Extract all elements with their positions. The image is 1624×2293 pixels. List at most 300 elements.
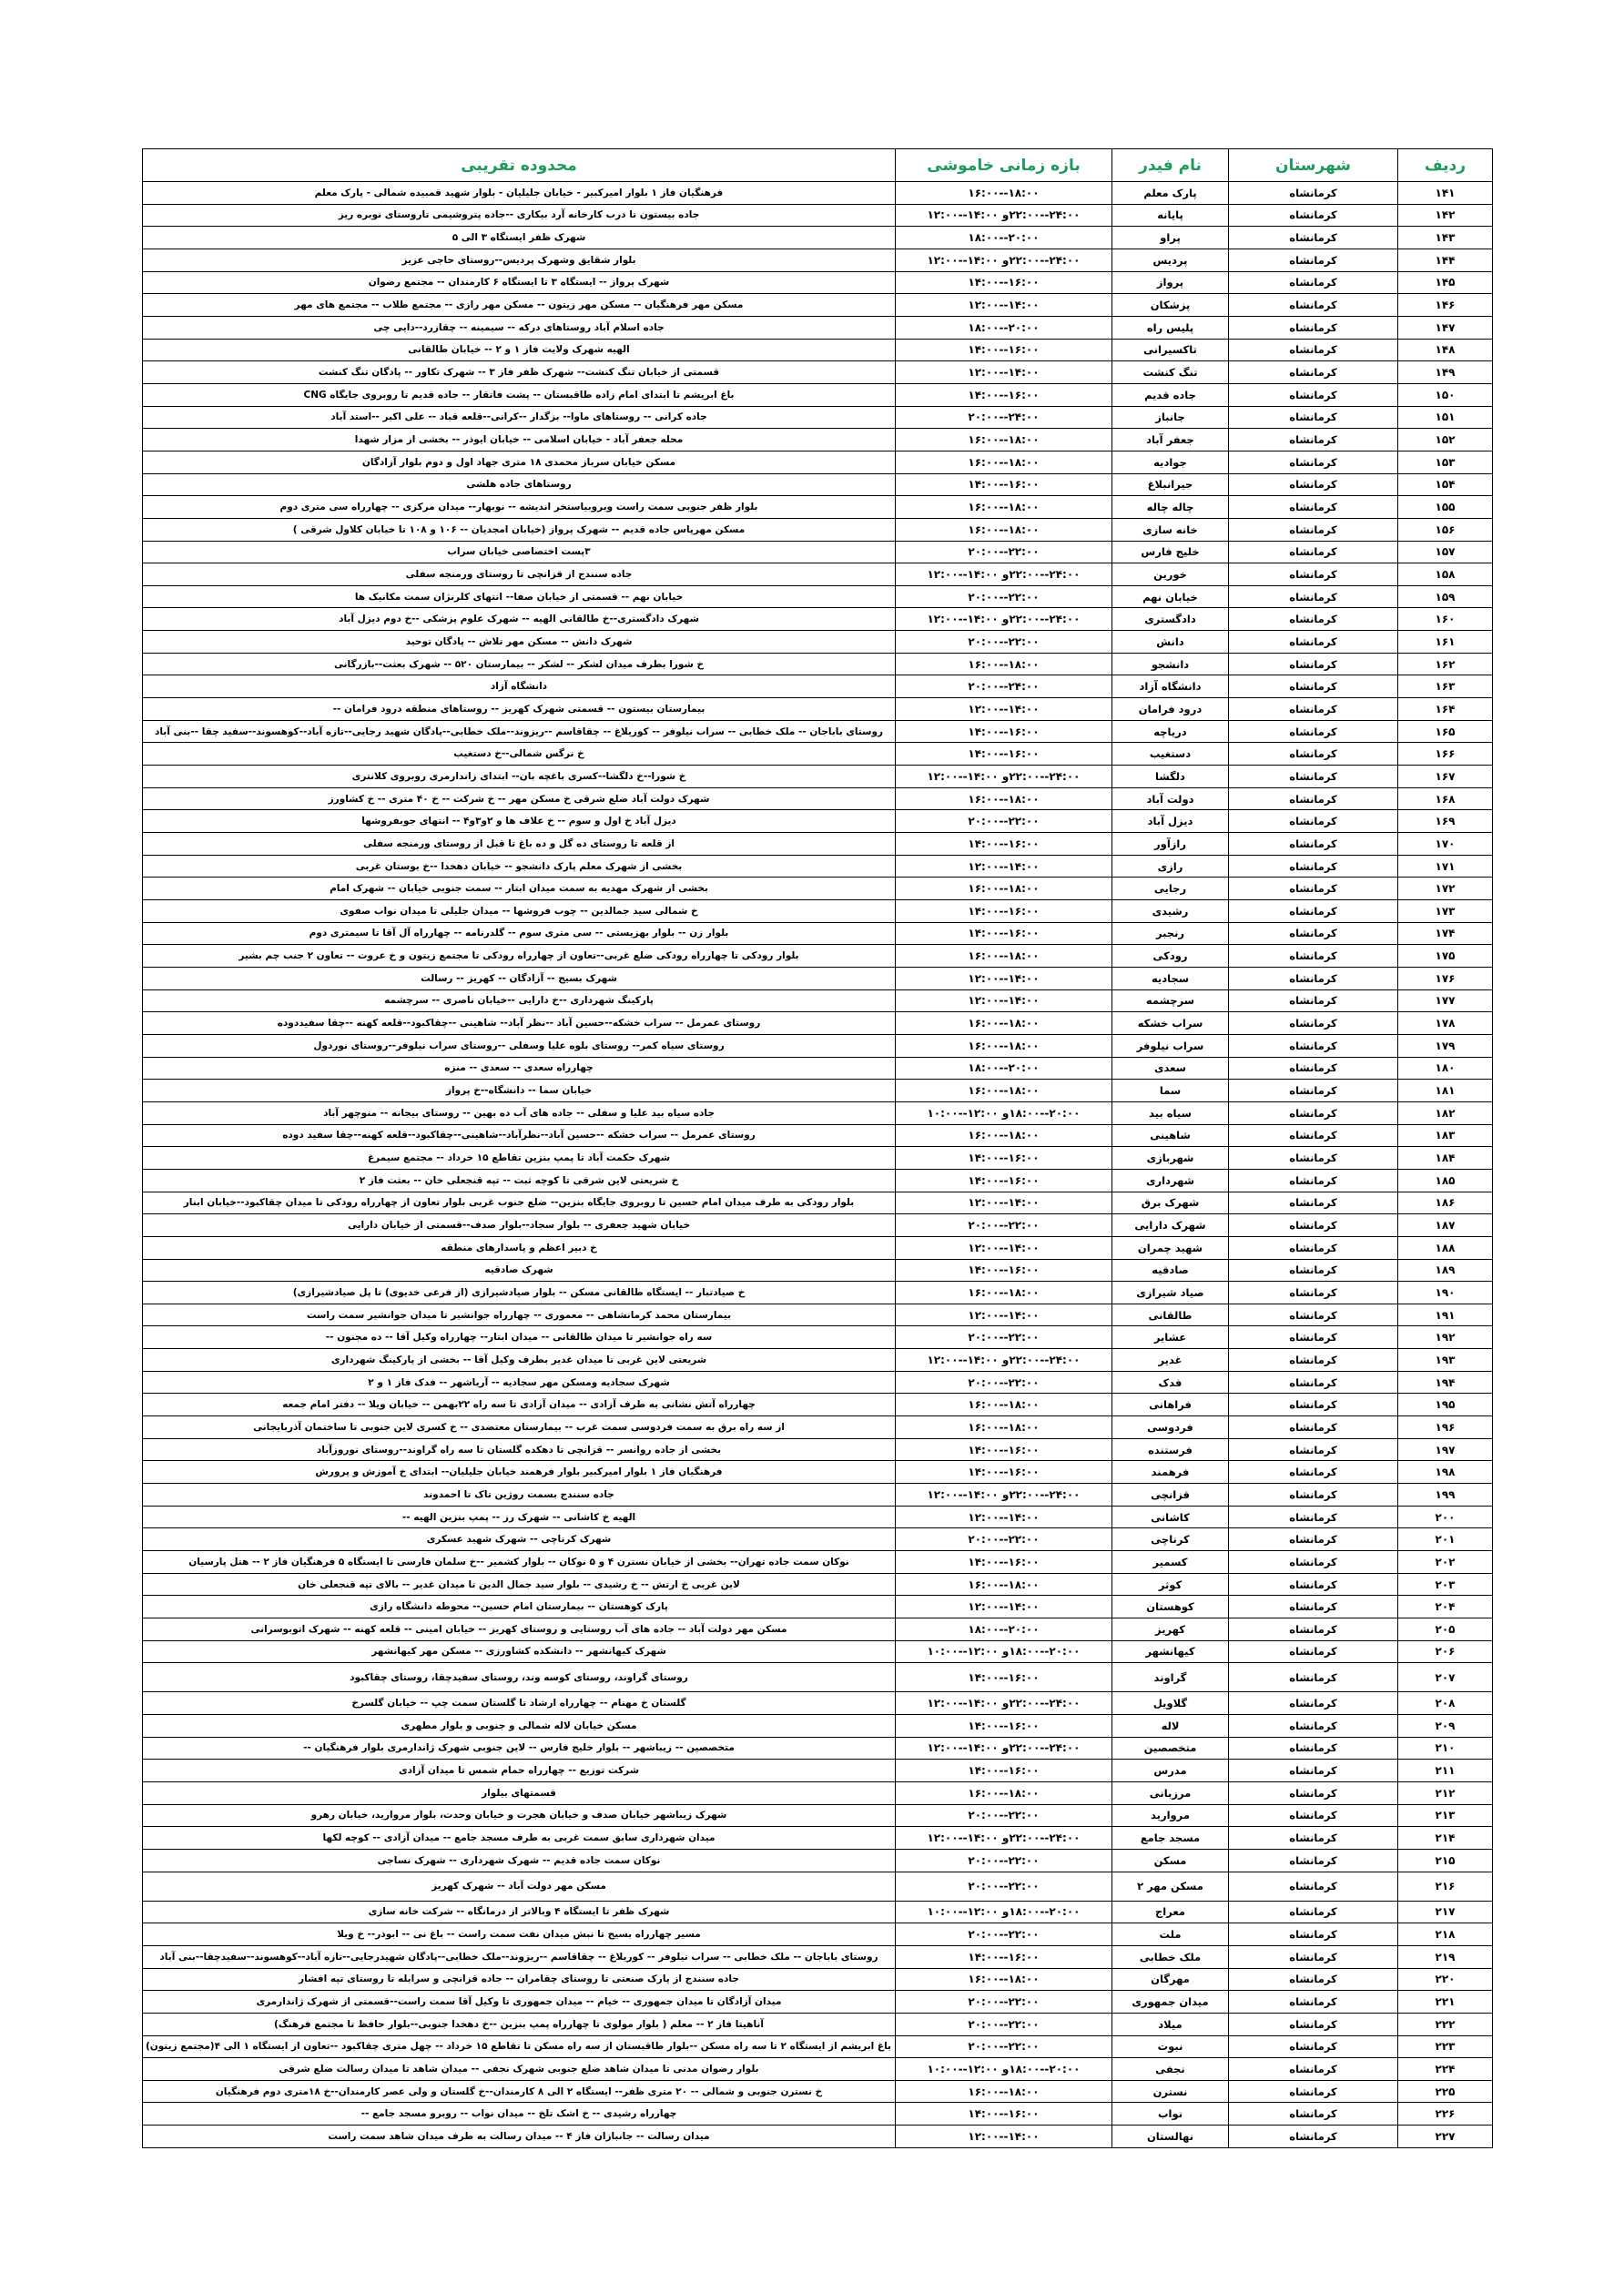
cell-row-number: ۱۷۲ [1398,878,1493,900]
cell-approximate-area: پارکینگ شهرداری --خ دارایی --خیابان ناصری -- سرچشمه [143,989,896,1012]
cell-approximate-area: نوکان سمت جاده قدیم -- شهرک شهرداری -- شهرک نساجی [143,1849,896,1872]
cell-approximate-area: خ شورا--خ دلگشا--کسری باغچه بان-- ابتدای زاندارمری روبروی کلانتری [143,766,896,788]
cell-row-number: ۱۴۷ [1398,316,1493,339]
cell-feeder-name: مسکن [1112,1849,1229,1872]
cell-feeder-name: پایانه [1112,204,1229,227]
cell-outage-time: ۱۶:۰۰--۱۴:۰۰ [896,1438,1112,1461]
cell-city: کرمانشاه [1229,1968,1398,1991]
cell-row-number: ۲۲۲ [1398,2013,1493,2035]
cell-feeder-name: رشیدی [1112,900,1229,923]
cell-city: کرمانشاه [1229,698,1398,721]
cell-outage-time: ۱۸:۰۰--۱۶:۰۰ [896,451,1112,473]
cell-feeder-name: سما [1112,1080,1229,1102]
cell-outage-time: ۱۴:۰۰--۱۲:۰۰ [896,361,1112,384]
cell-feeder-name: مهرگان [1112,1968,1229,1991]
cell-approximate-area: شهرک حکمت آباد تا پمپ بنزین تقاطع ۱۵ خرداد -- مجتمع سیمرغ [143,1147,896,1170]
cell-feeder-name: متخصصین [1112,1737,1229,1760]
table-row [143,2103,1493,2126]
table-row [143,1326,1493,1349]
cell-city: کرمانشاه [1229,249,1398,271]
cell-approximate-area: خیابان شهید جعفری -- بلوار سجاد--بلوار صدف--قسمتی از خیابان دارایی [143,1214,896,1237]
cell-approximate-area: مسکن خیابان لاله شمالی و جنوبی و بلوار مطهری [143,1714,896,1737]
cell-row-number: ۱۹۲ [1398,1326,1493,1349]
table-row [143,2035,1493,2058]
cell-city: کرمانشاه [1229,1596,1398,1618]
table-row [143,182,1493,205]
cell-outage-time: ۱۴:۰۰--۱۲:۰۰ [896,1236,1112,1259]
cell-outage-time: ۲۰:۰۰--۱۸:۰۰و ۱۲:۰۰--۱۰:۰۰ [896,2058,1112,2081]
cell-row-number: ۲۰۵ [1398,1618,1493,1641]
cell-outage-time: ۲۲:۰۰--۲۰:۰۰ [896,1528,1112,1551]
cell-approximate-area: مسکن خیابان سرباز محمدی ۱۸ متری جهاد اول و دوم بلوار آزادگان [143,451,896,473]
cell-outage-time: ۱۸:۰۰--۱۶:۰۰ [896,878,1112,900]
cell-city: کرمانشاه [1229,967,1398,989]
cell-row-number: ۱۸۹ [1398,1259,1493,1282]
table-row [143,1923,1493,1946]
cell-outage-time: ۱۶:۰۰--۱۴:۰۰ [896,2103,1112,2126]
cell-feeder-name: مسجد جامع [1112,1827,1229,1850]
table-row [143,1640,1493,1663]
cell-row-number: ۲۰۱ [1398,1528,1493,1551]
cell-outage-time: ۱۸:۰۰--۱۶:۰۰ [896,1012,1112,1035]
header-city: شهرستان [1229,149,1398,182]
cell-city: کرمانشاه [1229,1528,1398,1551]
cell-feeder-name: تنگ کنشت [1112,361,1229,384]
cell-feeder-name: طالقانی [1112,1304,1229,1326]
table-row [143,585,1493,608]
cell-city: کرمانشاه [1229,1438,1398,1461]
cell-row-number: ۱۹۹ [1398,1484,1493,1507]
cell-outage-time: ۲۲:۰۰--۲۰:۰۰ [896,2013,1112,2035]
cell-approximate-area: چهارراه آتش نشانی به طرف آزادی -- میدان آزادی تا سه راه ۲۲بهمن -- خیابان ویلا -- دفتر امام جمعه [143,1394,896,1416]
cell-city: کرمانشاه [1229,1034,1398,1057]
cell-row-number: ۱۸۷ [1398,1214,1493,1237]
cell-feeder-name: سجادیه [1112,967,1229,989]
table-row [143,900,1493,923]
cell-feeder-name: فرستنده [1112,1438,1229,1461]
table-row [143,429,1493,451]
cell-row-number: ۲۱۱ [1398,1760,1493,1782]
cell-outage-time: ۲۴:۰۰--۲۲:۰۰و ۱۴:۰۰--۱۲:۰۰ [896,608,1112,631]
cell-city: کرمانشاه [1229,1461,1398,1484]
cell-city: کرمانشاه [1229,406,1398,429]
cell-outage-time: ۱۸:۰۰--۱۶:۰۰ [896,653,1112,675]
cell-feeder-name: شهرک دارایی [1112,1214,1229,1237]
cell-outage-time: ۲۲:۰۰--۲۰:۰۰ [896,1991,1112,2014]
cell-feeder-name: معراج [1112,1901,1229,1923]
cell-outage-time: ۱۶:۰۰--۱۴:۰۰ [896,922,1112,945]
table-row [143,204,1493,227]
cell-row-number: ۱۵۹ [1398,585,1493,608]
table-row [143,1528,1493,1551]
cell-approximate-area: شهرک پرواز -- ایستگاه ۳ تا ایستگاه ۶ کارمندان -- مجتمع رضوان [143,271,896,294]
cell-row-number: ۱۹۶ [1398,1416,1493,1439]
cell-approximate-area: دانشگاه آزاد [143,675,896,698]
cell-row-number: ۲۱۹ [1398,1945,1493,1968]
table-row [143,1192,1493,1214]
cell-outage-time: ۲۲:۰۰--۲۰:۰۰ [896,541,1112,563]
cell-approximate-area: بیمارستان بیستون -- قسمتی شهرک کهریز -- روستاهای منطقه درود فرامان -- [143,698,896,721]
cell-approximate-area: جاده بیستون تا درب کارخانه آرد بیکاری --جاده پتروشیمی تاروستای نوبره ریز [143,204,896,227]
cell-feeder-name: مرزبانی [1112,1781,1229,1804]
cell-approximate-area: شهرک ظفر ایستگاه ۳ الی ۵ [143,227,896,249]
cell-approximate-area: الهیه شهرک ولایت فاز ۱ و ۲ -- خیابان طالقانی [143,339,896,361]
cell-city: کرمانشاه [1229,631,1398,654]
cell-feeder-name: شهرک برق [1112,1192,1229,1214]
cell-feeder-name: رازی [1112,855,1229,878]
cell-feeder-name: کاشانی [1112,1506,1229,1528]
cell-outage-time: ۱۸:۰۰--۱۶:۰۰ [896,1034,1112,1057]
cell-city: کرمانشاه [1229,675,1398,698]
cell-outage-time: ۲۲:۰۰--۲۰:۰۰ [896,1326,1112,1349]
cell-feeder-name: سراب خشکه [1112,1012,1229,1035]
cell-outage-time: ۱۸:۰۰--۱۶:۰۰ [896,1573,1112,1596]
cell-city: کرمانشاه [1229,878,1398,900]
cell-row-number: ۲۱۷ [1398,1901,1493,1923]
table-row [143,496,1493,519]
cell-city: کرمانشاه [1229,1147,1398,1170]
cell-row-number: ۱۴۳ [1398,227,1493,249]
table-row [143,1371,1493,1394]
table-row [143,653,1493,675]
cell-city: کرمانشاه [1229,1326,1398,1349]
cell-outage-time: ۲۴:۰۰--۲۲:۰۰و ۱۴:۰۰--۱۲:۰۰ [896,563,1112,586]
cell-row-number: ۱۵۵ [1398,496,1493,519]
cell-row-number: ۱۶۴ [1398,698,1493,721]
cell-feeder-name: پرواز [1112,271,1229,294]
cell-approximate-area: میدان آزادگان تا میدان جمهوری -- خیام -- میدان جمهوری تا وکیل آقا سمت راست--قسمتی از شهرک ژاندارمری [143,1991,896,2014]
cell-outage-time: ۲۲:۰۰--۲۰:۰۰ [896,585,1112,608]
cell-feeder-name: رجایی [1112,878,1229,900]
cell-approximate-area: شهرک کیهانشهر -- دانشکده کشاورزی -- مسکن مهر کیهانشهر [143,1640,896,1663]
cell-city: کرمانشاه [1229,271,1398,294]
cell-approximate-area: بلوار ظفر جنوبی سمت راست وبروبیاستخر اندیشه -- نوبهار-- میدان مرکزی -- چهارراه سی متری دوم [143,496,896,519]
cell-city: کرمانشاه [1229,1781,1398,1804]
cell-city: کرمانشاه [1229,182,1398,205]
cell-city: کرمانشاه [1229,316,1398,339]
cell-feeder-name: درود فرامان [1112,698,1229,721]
cell-outage-time: ۱۸:۰۰--۱۶:۰۰ [896,1282,1112,1304]
cell-city: کرمانشاه [1229,585,1398,608]
cell-row-number: ۱۷۱ [1398,855,1493,878]
cell-approximate-area: قسمتی از خیابان تنگ کنشت-- شهرک ظفر فاز ۳ -- شهرک تکاور -- پادگان تنگ کنشت [143,361,896,384]
cell-city: کرمانشاه [1229,1804,1398,1827]
cell-row-number: ۱۷۰ [1398,833,1493,856]
table-row [143,1804,1493,1827]
cell-outage-time: ۱۸:۰۰--۱۶:۰۰ [896,182,1112,205]
cell-city: کرمانشاه [1229,1282,1398,1304]
cell-approximate-area: باغ ابریشم تا ابتدای امام زاده طاقبستان -- پشت فاتقار -- جاده قدیم تا روبروی جایگاه CNG [143,383,896,406]
cell-feeder-name: ملک خطابی [1112,1945,1229,1968]
cell-row-number: ۱۴۴ [1398,249,1493,271]
cell-outage-time: ۱۸:۰۰--۱۶:۰۰ [896,518,1112,541]
cell-feeder-name: دریاچه [1112,720,1229,743]
cell-approximate-area: قسمتهای بیلوار [143,1781,896,1804]
cell-city: کرمانشاه [1229,518,1398,541]
table-row [143,1349,1493,1372]
table-row [143,383,1493,406]
table-row [143,1416,1493,1439]
cell-feeder-name: جیرانبلاغ [1112,473,1229,496]
cell-approximate-area: مسکن مهر دولت آباد -- شهرک کهریز [143,1872,896,1901]
cell-approximate-area: روستای عمرمل -- سراب خشکه --حسین آباد--نظرآباد--شاهینی--چقاکبود--قلعه کهنه--چقا سفید دوده [143,1124,896,1147]
table-row [143,1968,1493,1991]
cell-approximate-area: بخشی از جاده روانسر -- قزانچی تا دهکده گلستان تا سه راه گراوند--روستای نوروزآباد [143,1438,896,1461]
cell-approximate-area: باغ ابریشم از ایستگاه ۲ تا سه راه مسکن --بلوار طاقبستان از سه راه مسکن تا تقاطع ۱۵ خرداد -- چهل متری چقاکبود --تعاون از ایستگاه ۱ الی ۴(مجتمع زیتون) [143,2035,896,2058]
cell-city: کرمانشاه [1229,361,1398,384]
cell-outage-time: ۲۰:۰۰--۱۸:۰۰ [896,227,1112,249]
cell-feeder-name: شهید چمران [1112,1236,1229,1259]
cell-row-number: ۱۵۶ [1398,518,1493,541]
cell-city: کرمانشاه [1229,1849,1398,1872]
cell-feeder-name: فرهمند [1112,1461,1229,1484]
table-row [143,945,1493,968]
cell-city: کرمانشاه [1229,2080,1398,2103]
cell-outage-time: ۱۶:۰۰--۱۴:۰۰ [896,1760,1112,1782]
cell-outage-time: ۲۴:۰۰--۲۲:۰۰و ۱۴:۰۰--۱۲:۰۰ [896,249,1112,271]
table-row [143,631,1493,654]
cell-row-number: ۱۵۳ [1398,451,1493,473]
table-row [143,1573,1493,1596]
cell-approximate-area: شرکت توزیع -- چهارراه حمام شمس تا میدان آزادی [143,1760,896,1782]
cell-row-number: ۱۹۵ [1398,1394,1493,1416]
cell-feeder-name: رودکی [1112,945,1229,968]
cell-outage-time: ۱۸:۰۰--۱۶:۰۰ [896,945,1112,968]
cell-row-number: ۱۶۳ [1398,675,1493,698]
cell-city: کرمانشاه [1229,1551,1398,1574]
cell-feeder-name: خانه سازی [1112,518,1229,541]
cell-feeder-name: نجفی [1112,2058,1229,2081]
cell-approximate-area: میدان شهرداری سابق سمت غربی به طرف مسجد جامع -- میدان آزادی -- کوچه لکها [143,1827,896,1850]
cell-approximate-area: خیابان سما -- دانشگاه--خ پرواز [143,1080,896,1102]
cell-outage-time: ۲۴:۰۰--۲۲:۰۰و ۱۴:۰۰--۱۲:۰۰ [896,1349,1112,1372]
cell-approximate-area: دیزل آباد خ اول و سوم -- خ علاف ها و ۲و۳و۴ -- انتهای جوبفروشها [143,810,896,833]
cell-approximate-area: خ شریعتی لاین شرقی تا کوچه ثبت -- تپه قنجعلی خان -- بعثت فاز ۲ [143,1169,896,1192]
cell-row-number: ۱۷۴ [1398,922,1493,945]
cell-feeder-name: جعفر آباد [1112,429,1229,451]
cell-outage-time: ۲۰:۰۰--۱۸:۰۰و ۱۲:۰۰--۱۰:۰۰ [896,1640,1112,1663]
cell-approximate-area: بلوار رودکی به طرف میدان امام حسین تا روبروی جایگاه بنزین-- ضلع جنوب غربی بلوار تعاون از چهارراه رودکی تا میدان چقاکبود--خیابان ابنار [143,1192,896,1214]
table-row [143,1596,1493,1618]
cell-outage-time: ۱۴:۰۰--۱۲:۰۰ [896,698,1112,721]
table-row [143,1827,1493,1850]
cell-feeder-name: پارک معلم [1112,182,1229,205]
cell-feeder-name: گلاویل [1112,1692,1229,1715]
cell-city: کرمانشاه [1229,989,1398,1012]
cell-outage-time: ۱۶:۰۰--۱۴:۰۰ [896,1259,1112,1282]
cell-approximate-area: جاده سنندج از قزانچی تا روستای ورمنجه سفلی [143,563,896,586]
cell-approximate-area: خ نسترن جنوبی و شمالی -- ۲۰ متری ظفر-- ایستگاه ۲ الی ۸ کارمندان--خ گلستان و ولی عصر کارمندان--خ ۱۸متری دوم فرهنگیان [143,2080,896,2103]
cell-feeder-name: شاهینی [1112,1124,1229,1147]
cell-city: کرمانشاه [1229,1484,1398,1507]
cell-row-number: ۱۸۱ [1398,1080,1493,1102]
cell-city: کرمانشاه [1229,339,1398,361]
cell-feeder-name: مدرس [1112,1760,1229,1782]
cell-outage-time: ۱۴:۰۰--۱۲:۰۰ [896,1304,1112,1326]
cell-row-number: ۱۹۱ [1398,1304,1493,1326]
cell-feeder-name: دیزل آباد [1112,810,1229,833]
cell-feeder-name: خلیج فارس [1112,541,1229,563]
cell-feeder-name: جانباز [1112,406,1229,429]
cell-approximate-area: بلوار شقایق وشهرک پردیس--روستای حاجی عزیز [143,249,896,271]
table-row [143,541,1493,563]
cell-approximate-area: مسکن مهر فرهنگیان -- مسکن مهر زیتون -- مسکن مهر رازی -- مجتمع طلاب -- مجتمع های مهر [143,294,896,317]
cell-row-number: ۱۹۷ [1398,1438,1493,1461]
cell-feeder-name: خورین [1112,563,1229,586]
cell-row-number: ۱۷۶ [1398,967,1493,989]
cell-feeder-name: کسمیر [1112,1551,1229,1574]
cell-row-number: ۲۲۶ [1398,2103,1493,2126]
cell-outage-time: ۲۲:۰۰--۲۰:۰۰ [896,1872,1112,1901]
cell-city: کرمانشاه [1229,1945,1398,1968]
cell-city: کرمانشاه [1229,1923,1398,1946]
cell-feeder-name: پردیس [1112,249,1229,271]
cell-city: کرمانشاه [1229,608,1398,631]
cell-row-number: ۱۶۱ [1398,631,1493,654]
cell-outage-time: ۲۲:۰۰--۲۰:۰۰ [896,2035,1112,2058]
table-row [143,1506,1493,1528]
cell-row-number: ۱۵۲ [1398,429,1493,451]
cell-row-number: ۲۱۳ [1398,1804,1493,1827]
cell-city: کرمانشاه [1229,766,1398,788]
cell-row-number: ۱۸۲ [1398,1101,1493,1124]
cell-outage-time: ۲۴:۰۰--۲۲:۰۰و ۱۴:۰۰--۱۲:۰۰ [896,204,1112,227]
table-row [143,2058,1493,2081]
cell-approximate-area: پارک کوهستان -- بیمارستان امام حسین-- محوطه دانشگاه رازی [143,1596,896,1618]
cell-outage-time: ۱۴:۰۰--۱۲:۰۰ [896,855,1112,878]
cell-row-number: ۱۶۲ [1398,653,1493,675]
cell-row-number: ۲۰۴ [1398,1596,1493,1618]
cell-city: کرمانشاه [1229,743,1398,766]
cell-feeder-name: میدان جمهوری [1112,1991,1229,2014]
cell-feeder-name: ملت [1112,1923,1229,1946]
cell-city: کرمانشاه [1229,1012,1398,1035]
cell-approximate-area: گلستان خ مهنام -- چهارراه ارشاد تا گلستان سمت چپ -- خیابان گلسرخ [143,1692,896,1715]
cell-outage-time: ۱۸:۰۰--۱۶:۰۰ [896,1080,1112,1102]
cell-row-number: ۱۴۲ [1398,204,1493,227]
table-row [143,1692,1493,1715]
cell-feeder-name: کهریز [1112,1618,1229,1641]
cell-outage-time: ۱۸:۰۰--۱۶:۰۰ [896,1124,1112,1147]
cell-approximate-area: جاده اسلام آباد روستاهای درکه -- سیمینه -- چقازرد--دایی چی [143,316,896,339]
table-row [143,518,1493,541]
cell-row-number: ۲۱۰ [1398,1737,1493,1760]
table-row [143,473,1493,496]
table-row [143,1438,1493,1461]
cell-feeder-name: مسکن مهر ۲ [1112,1872,1229,1901]
cell-row-number: ۱۹۳ [1398,1349,1493,1372]
cell-city: کرمانشاه [1229,473,1398,496]
table-header-row [143,149,1493,182]
cell-row-number: ۱۶۶ [1398,743,1493,766]
cell-row-number: ۲۲۵ [1398,2080,1493,2103]
cell-row-number: ۱۹۸ [1398,1461,1493,1484]
cell-approximate-area: شهرک دولت آباد ضلع شرقی خ مسکن مهر -- خ شرکت -- خ ۴۰ متری -- خ کشاورز [143,787,896,810]
cell-row-number: ۱۷۳ [1398,900,1493,923]
cell-row-number: ۱۸۵ [1398,1169,1493,1192]
cell-feeder-name: جوادیه [1112,451,1229,473]
cell-outage-time: ۱۴:۰۰--۱۲:۰۰ [896,1596,1112,1618]
cell-approximate-area: شهرک زیباشهر خیابان صدف و خیابان هجرت و خیابان وحدت، بلوار مروارید، خیابان رهرو [143,1804,896,1827]
cell-city: کرمانشاه [1229,1057,1398,1080]
cell-row-number: ۱۷۷ [1398,989,1493,1012]
cell-outage-time: ۲۰:۰۰--۱۸:۰۰ [896,316,1112,339]
cell-city: کرمانشاه [1229,1394,1398,1416]
cell-feeder-name: رازآور [1112,833,1229,856]
cell-row-number: ۲۱۲ [1398,1781,1493,1804]
table-row [143,1714,1493,1737]
cell-approximate-area: جاده سیاه بید علیا و سفلی -- جاده های آب ده بهین -- روستای بیجانه -- منوچهر آباد [143,1101,896,1124]
table-row [143,1737,1493,1760]
cell-city: کرمانشاه [1229,563,1398,586]
cell-city: کرمانشاه [1229,496,1398,519]
cell-row-number: ۱۴۸ [1398,339,1493,361]
cell-feeder-name: کرناچی [1112,1528,1229,1551]
cell-feeder-name: مروارید [1112,1804,1229,1827]
cell-row-number: ۱۴۱ [1398,182,1493,205]
cell-row-number: ۲۱۵ [1398,1849,1493,1872]
cell-city: کرمانشاه [1229,383,1398,406]
table-row [143,743,1493,766]
cell-city: کرمانشاه [1229,1760,1398,1782]
cell-row-number: ۱۵۴ [1398,473,1493,496]
table-row [143,1394,1493,1416]
cell-feeder-name: فراهانی [1112,1394,1229,1416]
cell-outage-time: ۱۴:۰۰--۱۲:۰۰ [896,294,1112,317]
cell-city: کرمانشاه [1229,720,1398,743]
cell-city: کرمانشاه [1229,541,1398,563]
cell-feeder-name: سعدی [1112,1057,1229,1080]
cell-city: کرمانشاه [1229,922,1398,945]
cell-approximate-area: روستای گراوند، روستای کوسه وند، روستای سفیدچقا، روستای چقاکبود [143,1663,896,1692]
cell-approximate-area: روستای باباجان -- ملک خطابی -- سراب نیلوفر -- کوریلاغ -- چقاقاسم --ریزوند--ملک خطابی--پادگان شهیدرجایی--تازه آباد--کوهسوند--سفیدچقا--بنی آباد [143,1945,896,1968]
cell-outage-time: ۱۶:۰۰--۱۴:۰۰ [896,1663,1112,1692]
table-row [143,316,1493,339]
table-row [143,1169,1493,1192]
cell-approximate-area: شهرک دانش -- مسکن مهر تلاش -- پادگان توحید [143,631,896,654]
cell-outage-time: ۲۲:۰۰--۲۰:۰۰ [896,810,1112,833]
cell-row-number: ۲۰۶ [1398,1640,1493,1663]
cell-city: کرمانشاه [1229,1304,1398,1326]
cell-outage-time: ۱۸:۰۰--۱۶:۰۰ [896,429,1112,451]
cell-outage-time: ۱۶:۰۰--۱۴:۰۰ [896,1945,1112,1968]
table-row [143,855,1493,878]
table-row [143,1236,1493,1259]
cell-city: کرمانشاه [1229,1192,1398,1214]
cell-feeder-name: رنجبر [1112,922,1229,945]
cell-row-number: ۱۸۳ [1398,1124,1493,1147]
cell-feeder-name: پلیس راه [1112,316,1229,339]
header-row-number: ردیف [1398,149,1493,182]
cell-outage-time: ۱۶:۰۰--۱۴:۰۰ [896,833,1112,856]
cell-approximate-area: خ شمالی سید جمالدین -- چوب فروشها -- میدان جلیلی تا میدان نواب صفوی [143,900,896,923]
table-row [143,451,1493,473]
cell-city: کرمانشاه [1229,429,1398,451]
cell-outage-time: ۱۶:۰۰--۱۴:۰۰ [896,743,1112,766]
cell-city: کرمانشاه [1229,1259,1398,1282]
header-outage-time: بازه زمانی خاموشی [896,149,1112,182]
cell-outage-time: ۱۴:۰۰--۱۲:۰۰ [896,1192,1112,1214]
cell-approximate-area: بخشی از شهرک معلم پارک دانشجو -- خیابان دهخدا --خ بوستان غربی [143,855,896,878]
cell-feeder-name: تاکسیرانی [1112,339,1229,361]
cell-row-number: ۱۴۹ [1398,361,1493,384]
cell-feeder-name: کوثر [1112,1573,1229,1596]
cell-row-number: ۱۷۵ [1398,945,1493,968]
cell-feeder-name: لاله [1112,1714,1229,1737]
cell-city: کرمانشاه [1229,1872,1398,1901]
cell-feeder-name: پزشکان [1112,294,1229,317]
cell-row-number: ۲۱۶ [1398,1872,1493,1901]
